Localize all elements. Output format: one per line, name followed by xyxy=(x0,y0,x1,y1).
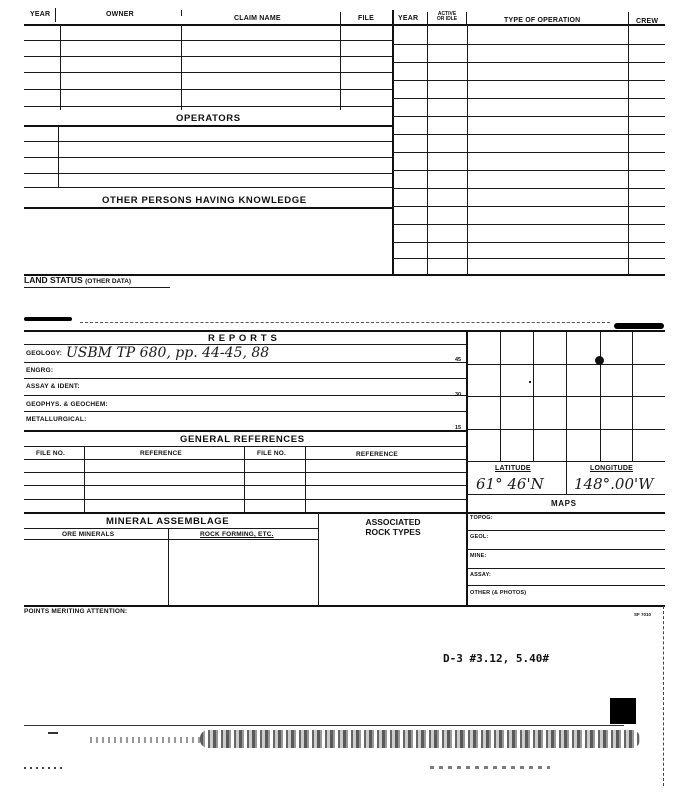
rule xyxy=(393,258,665,259)
maps-title: MAPS xyxy=(551,499,577,508)
divider xyxy=(318,513,319,606)
scan-smudge xyxy=(24,317,72,321)
rule xyxy=(393,242,665,243)
rule xyxy=(24,125,394,127)
rule xyxy=(24,446,467,447)
rule xyxy=(393,188,665,189)
ref-header-file-no-1: FILE NO. xyxy=(36,450,66,457)
operators-title: OPERATORS xyxy=(176,113,241,124)
page-edge xyxy=(663,606,664,786)
header-year: YEAR xyxy=(30,11,51,18)
rule xyxy=(24,24,394,26)
divider xyxy=(55,8,56,22)
divider xyxy=(58,125,59,187)
reports-title: R E P O R T S xyxy=(208,333,278,344)
geology-label: GEOLOGY: xyxy=(26,350,63,357)
maps-other-label: OTHER (& PHOTOS) xyxy=(470,590,527,596)
rule xyxy=(393,80,665,81)
header-crew: CREW xyxy=(636,18,659,25)
rule xyxy=(24,605,665,607)
header-owner: OWNER xyxy=(106,11,134,18)
latitude-label: LATITUDE xyxy=(495,465,531,472)
header-file: FILE xyxy=(358,15,374,22)
rule xyxy=(24,378,467,379)
grid-line xyxy=(566,331,567,494)
header-or-idle: OR IDLE xyxy=(436,16,458,22)
rule xyxy=(24,528,319,529)
rule xyxy=(24,72,394,73)
faint-rule xyxy=(24,725,624,726)
scan-noise xyxy=(90,737,200,743)
maps-topog-label: TOPOG: xyxy=(470,515,493,521)
divider xyxy=(181,24,182,110)
rule xyxy=(24,411,467,412)
general-references-title: GENERAL REFERENCES xyxy=(180,434,305,445)
associated-rock-types-heading xyxy=(320,517,466,537)
grid-line xyxy=(467,364,665,365)
rule xyxy=(24,362,467,363)
longitude-value: 148°.00'W xyxy=(574,475,654,493)
header-active: ACTIVE xyxy=(437,11,457,17)
header-active-or-idle xyxy=(430,12,464,22)
rule xyxy=(467,568,665,569)
scale-number-15: 15 xyxy=(455,425,462,431)
rule xyxy=(467,549,665,550)
rule xyxy=(393,206,665,207)
geology-value: USBM TP 680, pp. 44-45, 88 xyxy=(66,345,270,361)
rule xyxy=(24,395,467,396)
faint-rule xyxy=(80,322,610,323)
location-dot xyxy=(595,356,604,365)
associated-label: ASSOCIATED xyxy=(365,517,421,527)
metallurgical-label: METALLURGICAL: xyxy=(26,416,87,423)
maps-assay-label: ASSAY: xyxy=(470,572,492,578)
header-year-operation: YEAR xyxy=(398,15,419,22)
rule xyxy=(24,106,394,107)
divider xyxy=(244,446,245,513)
rule xyxy=(393,62,665,63)
rule xyxy=(24,187,394,188)
rock-types-label: ROCK TYPES xyxy=(365,527,421,537)
rule xyxy=(393,224,665,225)
scan-noise xyxy=(24,767,64,769)
rule xyxy=(393,98,665,99)
scan-smudge xyxy=(614,323,664,329)
ref-header-file-no-2: FILE NO. xyxy=(257,450,287,457)
engrg-label: ENGRG: xyxy=(26,367,54,374)
maps-mine-label: MINE: xyxy=(470,553,487,559)
maps-geol-label: GEOL: xyxy=(470,534,489,540)
rule xyxy=(467,494,665,495)
scale-number-45: 45 xyxy=(455,357,462,363)
rule xyxy=(24,141,394,142)
rule xyxy=(24,157,394,158)
points-note: D-3 #3.12, 5.40# xyxy=(443,652,549,665)
ore-minerals-label: ORE MINERALS xyxy=(62,531,115,538)
rule xyxy=(24,499,467,500)
divider xyxy=(466,331,468,607)
divider xyxy=(305,446,306,513)
grid-line xyxy=(467,461,665,462)
other-persons-title: OTHER PERSONS HAVING KNOWLEDGE xyxy=(102,195,307,206)
rule xyxy=(393,170,665,171)
mineral-assemblage-title: MINERAL ASSEMBLAGE xyxy=(106,516,230,527)
divider xyxy=(168,528,169,606)
rule xyxy=(393,44,665,45)
rock-forming-label: ROCK FORMING, ETC. xyxy=(200,531,274,538)
geophys-label: GEOPHYS. & GEOCHEM: xyxy=(26,401,108,408)
rule xyxy=(24,330,665,332)
ref-header-reference-2: REFERENCE xyxy=(356,451,398,458)
rule xyxy=(467,530,665,531)
rule xyxy=(24,430,467,432)
rule xyxy=(24,472,467,473)
form-number: SF 7010 xyxy=(634,612,652,617)
scan-noise xyxy=(430,766,550,769)
divider xyxy=(392,10,394,275)
assay-ident-label: ASSAY & IDENT: xyxy=(26,383,80,390)
underline xyxy=(24,287,170,288)
rule xyxy=(24,207,394,209)
rule xyxy=(24,56,394,57)
scan-noise xyxy=(48,732,58,734)
rule xyxy=(393,116,665,117)
divider xyxy=(340,24,341,110)
rule xyxy=(467,585,665,586)
rule xyxy=(24,89,394,90)
rule xyxy=(393,134,665,135)
header-type-of-operation: TYPE OF OPERATION xyxy=(504,17,581,24)
rule xyxy=(393,152,665,153)
rule xyxy=(24,485,467,486)
rule xyxy=(24,512,665,514)
header-claim-name: CLAIM NAME xyxy=(234,15,281,22)
divider xyxy=(181,10,182,16)
land-status-sublabel: (OTHER DATA) xyxy=(85,278,132,285)
points-label: POINTS MERITING ATTENTION: xyxy=(24,608,128,615)
rule xyxy=(24,539,319,540)
land-status-heading xyxy=(24,275,131,285)
divider xyxy=(84,446,85,513)
scale-number-30: 30 xyxy=(455,392,462,398)
grid-line xyxy=(467,429,665,430)
ref-header-reference-1: REFERENCE xyxy=(140,450,182,457)
speck xyxy=(529,381,531,383)
rule xyxy=(24,459,467,460)
scan-noise xyxy=(200,730,640,748)
rule xyxy=(24,173,394,174)
rule xyxy=(24,40,394,41)
grid-line xyxy=(467,396,665,397)
rule xyxy=(393,24,665,26)
latitude-value: 61° 46'N xyxy=(476,475,544,493)
scan-block xyxy=(610,698,636,724)
land-status-label: LAND STATUS xyxy=(24,275,83,285)
longitude-label: LONGITUDE xyxy=(590,465,634,472)
divider xyxy=(60,24,61,110)
